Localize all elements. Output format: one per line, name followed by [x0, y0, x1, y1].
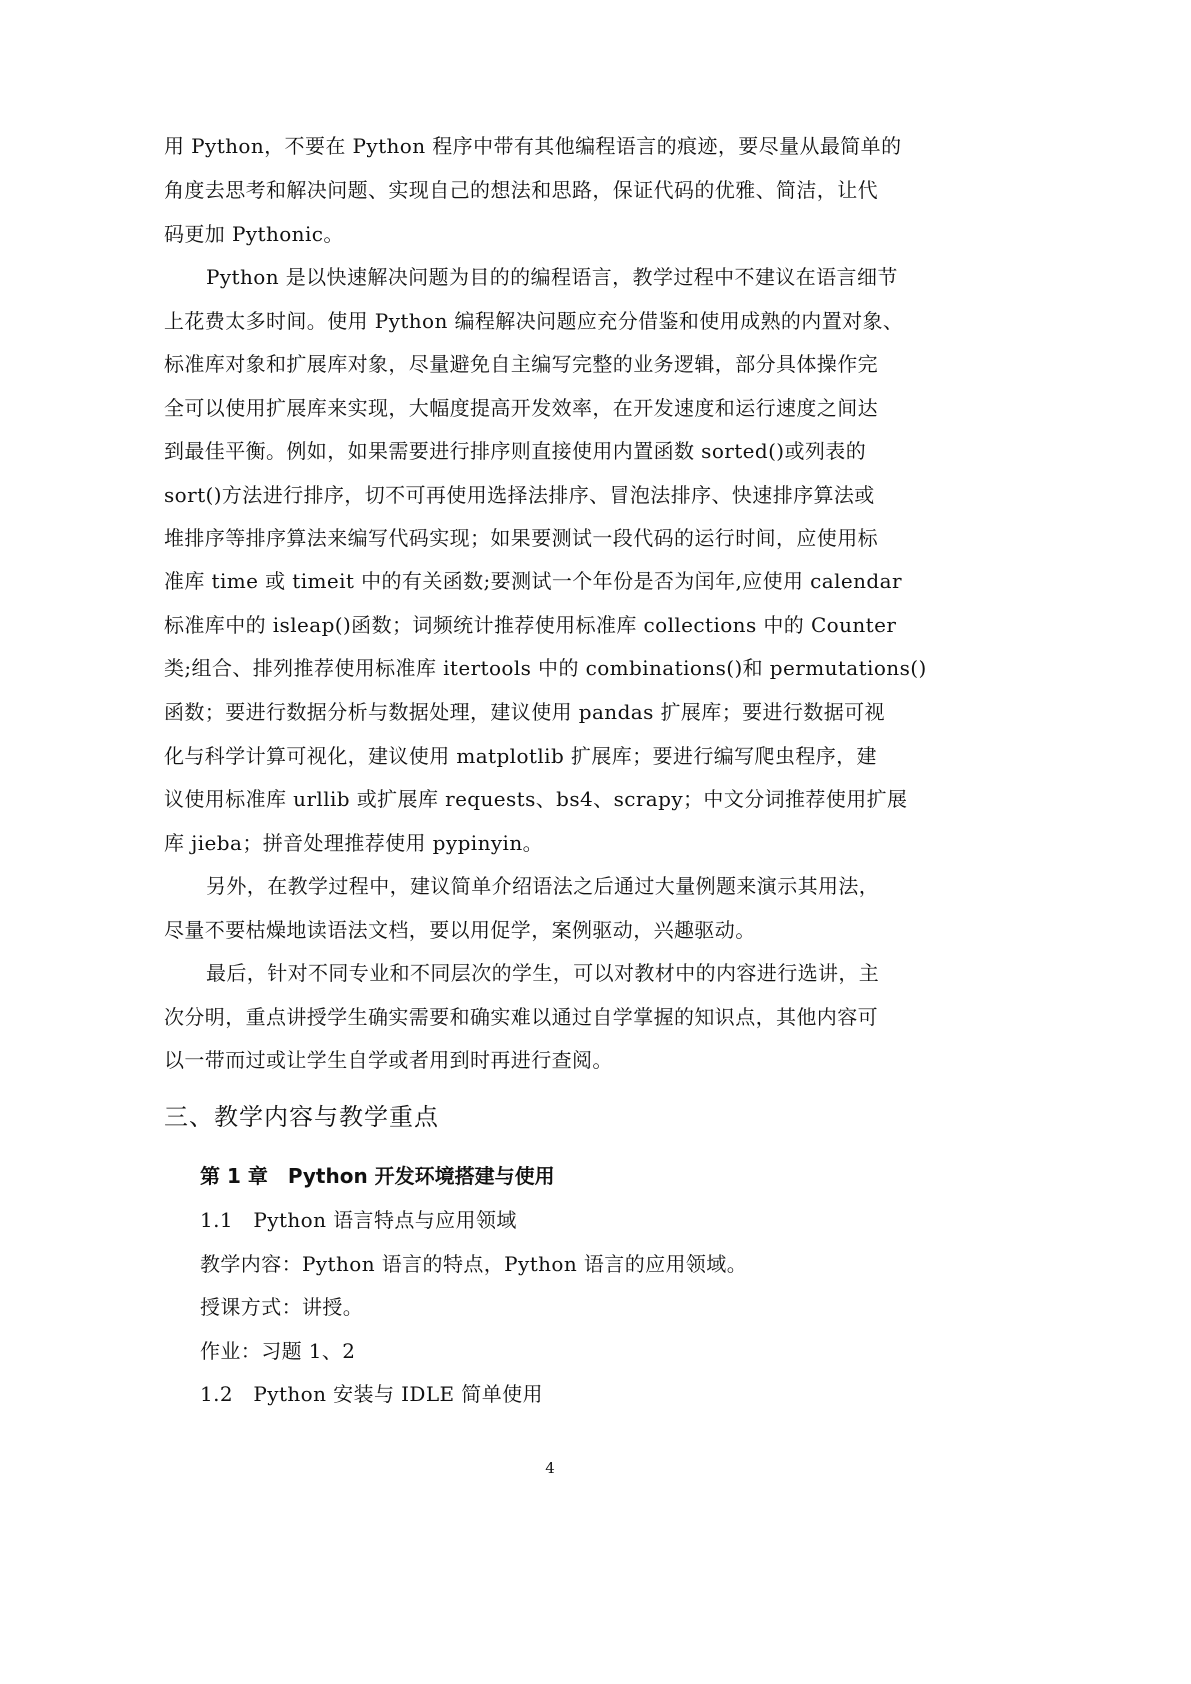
paragraph-2-line-5: 到最佳平衡。例如，如果需要进行排序则直接使用内置函数 sorted()或列表的 [164, 439, 867, 463]
paragraph-4-line-1: 最后，针对不同专业和不同层次的学生，可以对教材中的内容进行选讲，主 [206, 961, 880, 985]
paragraph-1-line-3: 码更加 Pythonic。 [164, 222, 344, 246]
paragraph-4-line-2: 次分明，重点讲授学生确实需要和确实难以通过自学掌握的知识点，其他内容可 [164, 1005, 878, 1029]
paragraph-2-line-8: 准库 time 或 timeit 中的有关函数;要测试一个年份是否为闰年,应使用 calendar [164, 569, 902, 593]
paragraph-1-line-2: 角度去思考和解决问题、实现自己的想法和思路，保证代码的优雅、简洁，让代 [164, 178, 878, 202]
paragraph-2-line-12: 化与科学计算可视化，建议使用 matplotlib 扩展库；要进行编写爬虫程序，建 [164, 744, 877, 768]
paragraph-1-line-1: 用 Python，不要在 Python 程序中带有其他编程语言的痕迹，要尽量从最简单的 [164, 134, 902, 158]
section-heading: 三、教学内容与教学重点 [164, 1103, 439, 1131]
paragraph-3-line-1: 另外，在教学过程中，建议简单介绍语法之后通过大量例题来演示其用法， [206, 874, 880, 898]
paragraph-2-line-3: 标准库对象和扩展库对象，尽量避免自主编写完整的业务逻辑，部分具体操作完 [164, 352, 878, 376]
paragraph-2-line-11: 函数；要进行数据分析与数据处理，建议使用 pandas 扩展库；要进行数据可视 [164, 700, 885, 724]
paragraph-3-line-2: 尽量不要枯燥地读语法文档，要以用促学，案例驱动，兴趣驱动。 [164, 918, 756, 942]
paragraph-4-line-3: 以一带而过或让学生自学或者用到时再进行查阅。 [164, 1048, 613, 1072]
teaching-content: 教学内容：Python 语言的特点，Python 语言的应用领域。 [200, 1252, 748, 1276]
chapter-number: 第 1 章 [200, 1164, 268, 1188]
homework: 作业：习题 1、2 [200, 1339, 356, 1363]
paragraph-2-line-2: 上花费太多时间。使用 Python 编程解决问题应充分借鉴和使用成熟的内置对象、 [164, 309, 904, 333]
paragraph-2-line-4: 全可以使用扩展库来实现，大幅度提高开发效率，在开发速度和运行速度之间达 [164, 396, 878, 420]
teaching-method: 授课方式：讲授。 [200, 1295, 364, 1319]
chapter-heading [200, 1162, 555, 1190]
paragraph-2-line-14: 库 jieba；拼音处理推荐使用 pypinyin。 [164, 831, 544, 855]
paragraph-2-line-13: 议使用标准库 urllib 或扩展库 requests、bs4、scrapy；中文分词推荐使用扩展 [164, 787, 908, 811]
paragraph-2-line-10: 类;组合、排列推荐使用标准库 itertools 中的 combinations()和 permutations() [164, 656, 927, 680]
subsection-1-2-title: 1.2 Python 安装与 IDLE 简单使用 [200, 1382, 543, 1406]
paragraph-2-line-1: Python 是以快速解决问题为目的的编程语言，教学过程中不建议在语言细节 [206, 265, 898, 289]
subsection-1-1-title: 1.1 Python 语言特点与应用领域 [200, 1208, 517, 1232]
paragraph-2-line-9: 标准库中的 isleap()函数；词频统计推荐使用标准库 collections 中的 Counter [164, 613, 897, 637]
chapter-title: Python 开发环境搭建与使用 [287, 1164, 555, 1188]
page-number: 4 [545, 1459, 555, 1477]
paragraph-2-line-6: sort()方法进行排序，切不可再使用选择法排序、冒泡法排序、快速排序算法或 [164, 483, 875, 507]
paragraph-2-line-7: 堆排序等排序算法来编写代码实现；如果要测试一段代码的运行时间，应使用标 [164, 526, 878, 550]
